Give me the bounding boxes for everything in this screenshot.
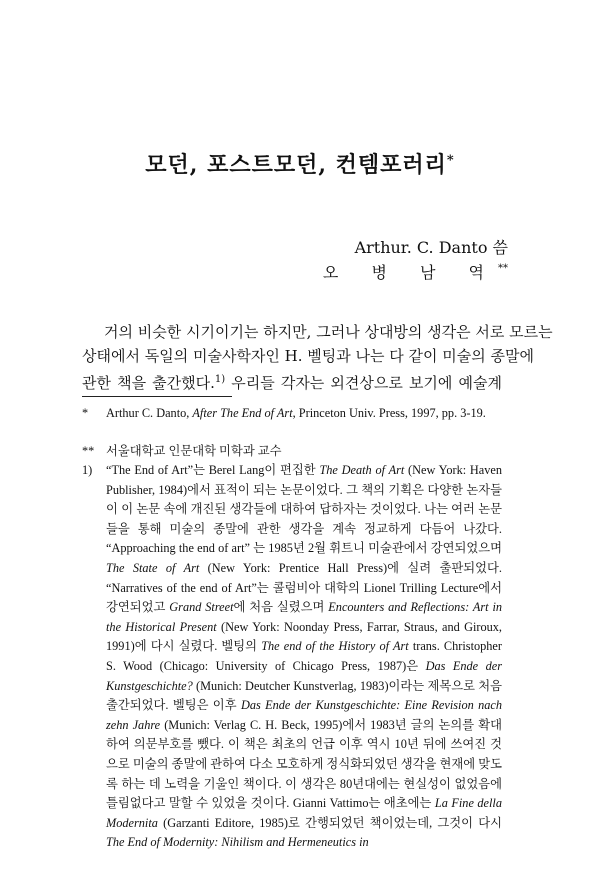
footnote-separator	[82, 396, 232, 397]
fn1-title-end-of-history: The end of the History of Art	[261, 639, 409, 654]
fn1-part-2: (New York: Haven Publisher, 1984)에서 표적이 되는 논문이었다. 그 책의 기획은 다양한 논자들이 이 논문 속에 개진된 생각들에 대하여 답하자는 것이었다. 나는 여러 논문들을 통해 미술의 종말에 관한 생각을 계속 정교하게 다듬어 나갔다. “Approaching the end of art” 는 1985년 2월 휘트니 미술관에서 강연되었으며	[106, 463, 502, 556]
footnote-ref-1: 1)	[214, 374, 226, 385]
translator-name: 오 병 남 역	[322, 263, 498, 282]
fn1-part-9: (Garzanti Editore, 1985)로 간행되었던 책이었는데, 그것이 다시	[157, 815, 502, 830]
footnote-1	[82, 461, 502, 853]
body-line-3	[82, 370, 502, 393]
footnote-star-mark: *	[82, 406, 89, 420]
fn1-title-la-fine: La Fine della Modernita	[106, 796, 502, 830]
footnote-dstar	[82, 442, 502, 462]
fn1-part-8: (Munich: Verlag C. H. Beck, 1995)에서 1983년 글의 논의를 확대하여 의문부호를 뺐다. 이 책은 최초의 언급 이후 역시 10년 뒤에 쓰여진 것으로 미술의 종말에 관하여 다소 모호하게 정식화되었던 생각을 현재에 맞도록 하는 데 노력을 기울인 책이다. 이 생각은 80년대에는 현실성이 없었음에 틀림없다고 말할 수 있었을 것이다. Gianni Vattimo는 애초에는	[106, 717, 502, 811]
title-text: 모던, 포스트모던, 컨템포러리	[145, 152, 447, 178]
translator-footnote-mark: **	[498, 263, 508, 274]
fn1-part-5: (New York: Noonday Press, Farrar, Straus, and Giroux, 1991)에 다시 실렸다. 벨팅의	[106, 619, 502, 654]
article-title	[0, 148, 600, 179]
translator-line	[323, 260, 508, 283]
fn1-part-4: 에 처음 실렸으며	[233, 600, 329, 615]
body-line-3-end: 우리들 각자는 외견상으로 보기에 예술계	[225, 374, 502, 392]
fn1-title-eine-revision: Das Ende der Kunstgeschichte: Eine Revision nach zehn Jahre	[106, 698, 503, 732]
footnote-dstar-text: 서울대학교 인문대학 미학과 교수	[106, 444, 282, 458]
fn1-title-death-of-art: The Death of Art	[319, 463, 405, 477]
footnote-1-text	[106, 461, 502, 853]
fn1-title-encounters: Encounters and Reflections: Art in the Historical Present	[106, 600, 503, 634]
footnote-dstar-mark: **	[82, 444, 95, 458]
fn1-part-3: (New York: Prentice Hall Press)에 실려 출판되었다. “Narratives of the end of Art”는 콜럼비아 대학의 Lionel Trilling Lecture에서 강연되었고	[106, 560, 502, 615]
fn1-part-1: “The End of Art”는 Berel Lang이 편집한	[106, 463, 320, 477]
fn1-title-state-of-art: The State of Art	[106, 560, 200, 575]
fn1-title-grand-street: Grand Street	[169, 600, 234, 615]
fn1-title-das-ende: Das Ende der Kunstgeschichte?	[106, 658, 502, 693]
fn1-part-6: trans. Christopher S. Wood (Chicago: University of Chicago Press, 1987)은	[106, 639, 502, 673]
footnote-star-book-title: After The End of Art	[192, 406, 293, 420]
fn1-title-end-of-modernity: The End of Modernity: Nihilism and Hermeneutics in	[106, 835, 369, 850]
footnote-star-text	[106, 404, 502, 424]
body-line-3-start: 관한 책을 출간했다.	[82, 374, 215, 392]
footnote-star-publication: , Princeton Univ. Press, 1997, pp. 3-19.	[292, 406, 486, 420]
title-footnote-mark: *	[446, 153, 455, 168]
body-line-1: 거의 비슷한 시기이기는 하지만, 그러나 상대방의 생각은 서로 모르는	[104, 323, 553, 341]
fn1-part-7: (Munich: Deutcher Kunstverlag, 1983)이라는 제목으로 처음 출간되었다. 벨팅은 이후	[106, 678, 502, 713]
footnote-star	[82, 404, 502, 424]
footnote-star-author: Arthur C. Danto,	[106, 406, 193, 420]
author-line: Arthur. C. Danto 씀	[354, 238, 508, 257]
body-line-2: 상태에서 독일의 미술사학자인 H. 벨팅과 나는 다 같이 미술의 종말에	[82, 347, 534, 365]
footnote-1-mark: 1)	[82, 463, 93, 477]
